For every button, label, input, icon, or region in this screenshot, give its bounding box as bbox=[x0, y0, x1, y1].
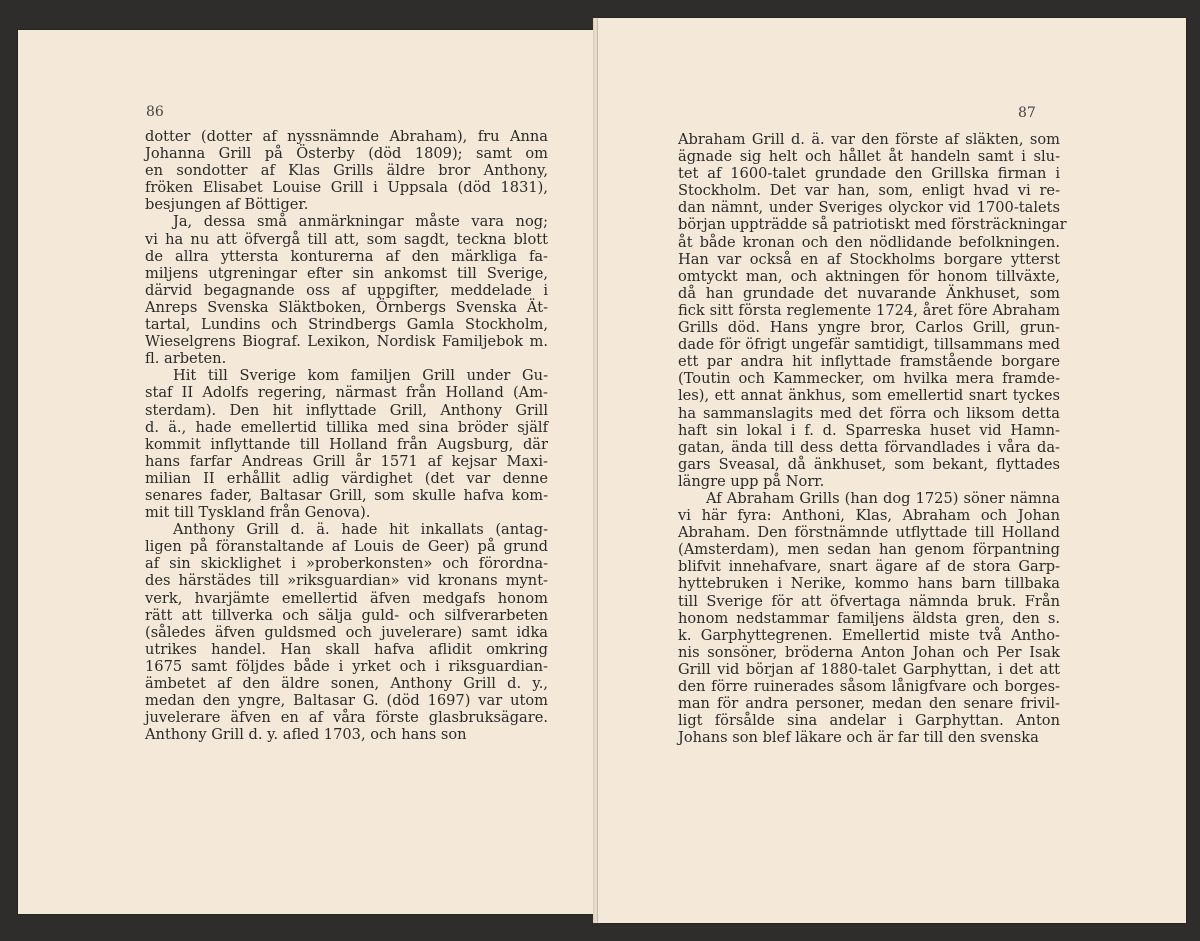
text-line: Abraham. Den förstnämnde utflyttade till Holland bbox=[678, 524, 1060, 542]
text-line: (Toutin och Kammecker, om hvilka mera framde- bbox=[678, 370, 1060, 388]
text-line: Af Abraham Grills (han dog 1725) söner nämna bbox=[706, 489, 1060, 507]
text-line: omtyckt man, och aktningen för honom tillväxte, bbox=[678, 267, 1060, 285]
text-line: utrikes handel. Han skall hafva aflidit omkring bbox=[145, 640, 548, 658]
text-line: haft sin lokal i f. d. Sparreska huset vid Hamn- bbox=[678, 421, 1060, 439]
text-line: man för andra personer, medan den senare frivil- bbox=[678, 695, 1060, 713]
text-line: juvelerare äfven en af våra förste glasbruksägare. bbox=[145, 709, 548, 727]
text-line: gars Sveasal, då änkhuset, som bekant, flyttades bbox=[678, 455, 1060, 473]
page-number-left: 86 bbox=[146, 104, 164, 120]
text-line: ha sammanslagits med det förra och liksom detta bbox=[678, 404, 1060, 422]
text-line: Stockholm. Det var han, som, enligt hvad vi re- bbox=[678, 182, 1060, 200]
text-line: les), ett annat änkhus, som emellertid snart tyckes bbox=[678, 387, 1060, 405]
text-line: åt både kronan och den nödlidande befolkningen. bbox=[678, 233, 1060, 251]
text-line: hans farfar Andreas Grill år 1571 af kejsar Maxi- bbox=[145, 452, 548, 470]
text-line: fröken Elisabet Louise Grill i Uppsala (död 1831), bbox=[145, 179, 548, 197]
text-line: dan nämnt, under Sveriges olyckor vid 1700-talets bbox=[678, 199, 1060, 217]
text-line: vi ha nu att öfvergå till att, som sagdt, teckna blott bbox=[145, 230, 548, 248]
text-line: Anreps Svenska Släktboken, Örnbergs Svenska Ät- bbox=[145, 298, 548, 316]
text-line: besjungen af Böttiger. bbox=[145, 196, 309, 214]
text-line: nis sonsöner, bröderna Anton Johan och Per Isak bbox=[678, 643, 1060, 661]
text-line: Hit till Sverige kom familjen Grill under Gu- bbox=[173, 367, 548, 385]
text-line: d. ä., hade emellertid tillika med sina bröder själf bbox=[145, 418, 548, 436]
text-line: vi här fyra: Anthoni, Klas, Abraham och Johan bbox=[678, 507, 1060, 525]
text-line: verk, hvarjämte emellertid äfven medgafs honom bbox=[145, 589, 548, 607]
text-line: ett par andra hit inflyttade framstående borgare bbox=[678, 353, 1060, 371]
text-line: Abraham Grill d. ä. var den förste af släkten, som bbox=[678, 131, 1060, 148]
text-line: honom nedstammar familjens äldsta gren, den s. bbox=[678, 609, 1060, 627]
text-line: ägnade sig helt och hållet åt handeln samt i slu- bbox=[678, 148, 1060, 166]
text-line: tet af 1600-talet grundade den Grillska firman i bbox=[678, 165, 1060, 183]
text-line: fl. arbeten. bbox=[145, 350, 227, 368]
text-line: 1675 samt följdes både i yrket och i riksguardian- bbox=[145, 657, 548, 675]
page-number-right: 87 bbox=[1018, 105, 1036, 121]
text-line: dade för öfrigt ungefär samtidigt, tillsammans med bbox=[678, 336, 1060, 354]
text-line: (Amsterdam), men sedan han genom förpantning bbox=[678, 541, 1060, 559]
text-line: staf II Adolfs regering, närmast från Holland (Am- bbox=[145, 384, 548, 402]
text-line: senares fader, Baltasar Grill, som skulle hafva kom- bbox=[145, 486, 548, 504]
text-line: därvid begagnande oss af uppgifter, meddelade i bbox=[145, 281, 548, 299]
text-line: fick sitt första reglemente 1724, året före Abraham bbox=[678, 301, 1060, 319]
text-line: då han grundade det nuvarande Änkhuset, som bbox=[678, 284, 1060, 302]
text-line: Johans son blef läkare och är far till den svenska bbox=[678, 729, 1039, 747]
text-line: ämbetet af den äldre sonen, Anthony Grill d. y., bbox=[145, 675, 548, 692]
text-line: till Sverige för att öfvertaga nämnda bruk. Från bbox=[678, 592, 1060, 610]
left-page-text bbox=[145, 128, 548, 743]
text-line: kommit inflyttande till Holland från Augsburg, där bbox=[145, 435, 548, 453]
text-line: en sondotter af Klas Grills äldre bror Anthony, bbox=[145, 162, 548, 180]
text-line: Anthony Grill d. y. afled 1703, och hans son bbox=[145, 726, 467, 744]
left-page bbox=[18, 30, 596, 914]
right-page bbox=[598, 18, 1186, 923]
text-line: Ja, dessa små anmärkningar måste vara nog; bbox=[173, 213, 548, 231]
text-line: (således äfven guldsmed och juvelerare) samt idka bbox=[145, 623, 548, 641]
text-line: de allra yttersta konturerna af den märkliga fa- bbox=[145, 247, 548, 265]
text-line: tartal, Lundins och Strindbergs Gamla Stockholm, bbox=[145, 316, 548, 334]
text-line: des härstädes till »riksguardian» vid kronans mynt- bbox=[145, 572, 548, 590]
text-line: af sin skicklighet i »proberkonsten» och förordna- bbox=[145, 555, 548, 573]
text-line: ligen på föranstaltande af Louis de Geer) på grund bbox=[145, 538, 548, 556]
text-line: Johanna Grill på Österby (död 1809); samt om bbox=[145, 145, 548, 163]
text-line: blifvit innehafvare, snart ägare af de stora Garp- bbox=[678, 558, 1060, 576]
text-line: k. Garphyttegrenen. Emellertid miste två Antho- bbox=[678, 626, 1060, 644]
text-line: dotter (dotter af nyssnämnde Abraham), fru Anna bbox=[145, 128, 548, 145]
text-line: sterdam). Den hit inflyttade Grill, Anthony Grill bbox=[145, 401, 548, 419]
text-line: Anthony Grill d. ä. hade hit inkallats (antag- bbox=[173, 521, 548, 539]
text-line: hyttebruken i Nerike, kommo hans barn tillbaka bbox=[678, 575, 1060, 593]
text-line: Grills död. Hans yngre bror, Carlos Grill, grun- bbox=[678, 319, 1060, 337]
text-line: mit till Tyskland från Genova). bbox=[145, 504, 371, 522]
text-line: längre upp på Norr. bbox=[678, 472, 825, 490]
text-line: Han var också en af Stockholms borgare ytterst bbox=[678, 250, 1060, 268]
text-line: ligt försålde sina andelar i Garphyttan. Anton bbox=[678, 712, 1060, 730]
text-line: medan den yngre, Baltasar G. (död 1697) var utom bbox=[145, 692, 548, 710]
text-line: Grill vid början af 1880-talet Garphyttan, i det att bbox=[678, 660, 1060, 678]
text-line: milian II erhållit adlig värdighet (det var denne bbox=[145, 469, 548, 487]
text-line: den förre ruinerades såsom lånigfvare och borges- bbox=[678, 678, 1060, 695]
text-line: gatan, ända till dess detta förvandlades i våra da- bbox=[678, 438, 1060, 456]
right-page-text bbox=[678, 131, 1067, 747]
text-line: miljens utgreningar efter sin ankomst till Sverige, bbox=[145, 264, 548, 282]
text-line: rätt att tillverka och sälja guld- och silfverarbeten bbox=[145, 606, 548, 624]
text-line: början uppträdde så patriotiskt med försträckningar bbox=[678, 216, 1067, 234]
text-line: Wieselgrens Biograf. Lexikon, Nordisk Familjebok m. bbox=[145, 333, 548, 351]
